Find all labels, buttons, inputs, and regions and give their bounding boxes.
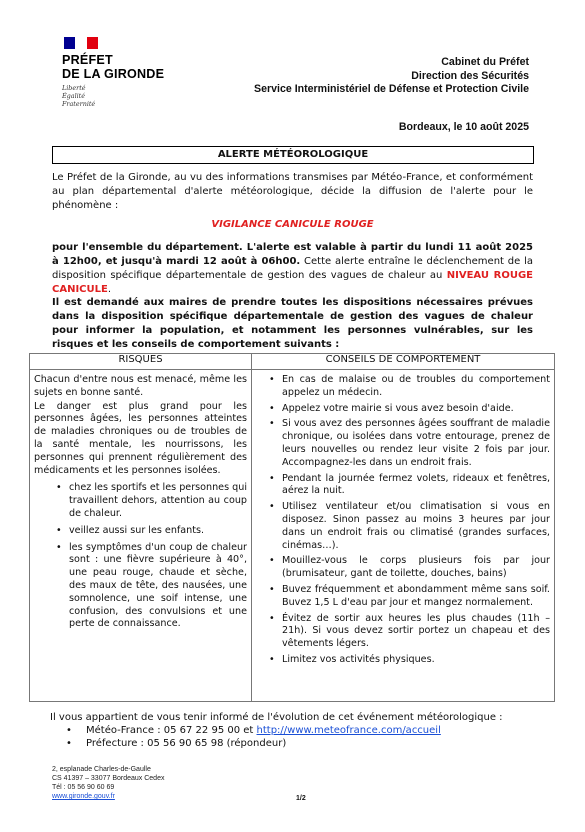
risks-advice-table xyxy=(29,353,555,702)
contact-prefecture: • Préfecture : 05 56 90 65 98 (répondeur) xyxy=(66,738,287,749)
advice-bullet-item: • Pendant la journée fermez volets, rideaux et fenêtres, aérez la nuit. xyxy=(269,472,550,497)
document-title: ALERTE MÉTÉOROLOGIQUE xyxy=(52,146,534,164)
vigilance-heading xyxy=(52,219,533,230)
advice-bullet-item: • En cas de malaise ou de troubles du comportement appelez un médecin. xyxy=(269,374,550,398)
logo-line-2: DE LA GIRONDE xyxy=(62,67,165,81)
issuer-line-cabinet: Cabinet du Préfet xyxy=(441,56,529,68)
mayors-paragraph: Il est demandé aux maires de prendre toutes les dispositions nécessaires prévues dans la disposition spécifique départementale de gestion des vagues de chaleur pour informer la population, et notamment les personnes vulnérables, sur les risques et les conseils de comportement suivants : xyxy=(52,297,533,350)
prefecture-logo xyxy=(62,37,182,108)
risks-bullet-list xyxy=(34,482,247,631)
alert-end: . xyxy=(107,284,112,295)
advice-cell xyxy=(252,370,555,702)
motto-fraternite: Fraternité xyxy=(62,100,96,108)
alert-paragraph xyxy=(52,241,533,297)
vigilance-level: ROUGE xyxy=(330,219,374,230)
website-link[interactable]: www.gironde.gouv.fr xyxy=(52,793,115,800)
advice-bullet-item: • Utilisez ventilateur et/ou climatisation si vous en disposez. Sinon passez au moins 3 heures par jour dans un endroit frais ou climatisé (grandes surfaces, cinémas…). xyxy=(269,501,550,551)
advice-bullet-list xyxy=(256,374,550,667)
info-intro: Il vous appartient de vous tenir informé de l'évolution de cet événement météorologique : xyxy=(50,712,503,723)
flag-white xyxy=(75,37,86,49)
risk-bullet-item: • veillez aussi sur les enfants. xyxy=(56,524,205,536)
meteofrance-link[interactable]: http://www.meteofrance.com/accueil xyxy=(256,725,441,736)
vigilance-type: CANICULE xyxy=(274,219,331,230)
advice-bullet-item: • Mouillez-vous le corps plusieurs fois par jour (brumisateur, gant de toilette, douches, bains) xyxy=(269,555,550,580)
header-risques: RISQUES xyxy=(30,354,252,370)
risks-cell xyxy=(30,370,252,702)
alert-level-red: NIVEAU ROUGE CANICULE xyxy=(52,270,533,295)
advice-bullet-item: • Limitez vos activités physiques. xyxy=(269,653,435,665)
vigilance-prefix: VIGILANCE xyxy=(211,219,275,230)
contact-list xyxy=(50,724,550,750)
intro-paragraph: Le Préfet de la Gironde, au vu des informations transmises par Météo-France, et conformément au plan départemental d'alerte météorologique, décide la diffusion de l'alerte pour le phénomène : xyxy=(52,172,533,211)
alert-validity: pour l'ensemble du département. L'alerte est valable à partir du lundi 11 août 2025 à 12h00, et jusqu'à mardi 12 août à 06h00. xyxy=(52,242,533,267)
advice-bullet-item: • Buvez fréquemment et abondamment même sans soif. Buvez 1,5 L d'eau par jour et mangez normalement. xyxy=(269,583,550,608)
risk-bullet-item: • chez les sportifs et les personnes qui travaillent dehors, attention au coup de chaleur. xyxy=(56,482,247,519)
advice-bullet-item: • Appelez votre mairie si vous avez besoin d'aide. xyxy=(269,402,514,414)
meteo-label: Météo-France : 05 67 22 95 00 et xyxy=(86,725,257,736)
logo-line-1: PRÉFET xyxy=(62,53,113,67)
page-number: 1/2 xyxy=(296,795,306,802)
french-flag-icon xyxy=(64,37,98,49)
header-conseils: CONSEILS DE COMPORTEMENT xyxy=(252,354,555,370)
advice-bullet-item: • Si vous avez des personnes âgées souffrant de maladie chronique, ou isolées dans votre entourage, prenez de leurs nouvelles ou rendez leur visite 2 fois par jour. Accompagnez-les dans un endroit frais. xyxy=(269,418,550,468)
risk-paragraph-1: Chacun d'entre nous est menacé, même les sujets en bonne santé. xyxy=(34,374,247,398)
flag-red xyxy=(87,37,98,49)
issuer-line-direction: Direction des Sécurités xyxy=(411,69,529,82)
address-line-2: CS 41397 – 33077 Bordeaux Cedex xyxy=(52,775,165,782)
prefecture-phone: Préfecture : 05 56 90 65 98 (répondeur) xyxy=(86,738,287,749)
address-block xyxy=(52,765,164,801)
motto-liberte: Liberté xyxy=(62,84,86,92)
risk-paragraph-2: Le danger est plus grand pour les personnes âgées, les personnes atteintes de maladies chroniques ou de troubles de la santé mentale, les nourrissons, les personnes qui prennent régulièrement des médicaments et les personnes isolées. xyxy=(34,400,247,476)
address-line-1: 2, esplanade Charles-de-Gaulle xyxy=(52,766,151,773)
motto-egalite: Égalité xyxy=(62,92,86,100)
contact-meteo: • Météo-France : 05 67 22 95 00 et http://www.meteofrance.com/accueil xyxy=(66,725,441,736)
issuer-line-service: Service Interministériel de Défense et Protection Civile xyxy=(254,83,529,95)
alert-body: Cette alerte entraîne le déclenchement de la disposition spécifique départementale de gestion des vagues de chaleur au xyxy=(52,256,533,281)
flag-blue xyxy=(64,37,75,49)
advice-bullet-item: • Évitez de sortir aux heures les plus chaudes (11h – 21h). Si vous devez sortir portez un chapeau et des vêtements légers. xyxy=(269,612,550,650)
address-line-3: Tél : 05 56 90 60 69 xyxy=(52,784,115,791)
issuer-block xyxy=(254,56,529,97)
info-section xyxy=(50,711,550,750)
risk-bullet-item: • les symptômes d'un coup de chaleur sont : une fièvre supérieure à 40°, une peau rouge, chaude et sèche, des maux de tête, des nausées, une somnolence, une soif intense, une confusion, des convulsions et une perte de connaissance. xyxy=(56,541,247,630)
document-date: Bordeaux, le 10 août 2025 xyxy=(398,121,529,133)
